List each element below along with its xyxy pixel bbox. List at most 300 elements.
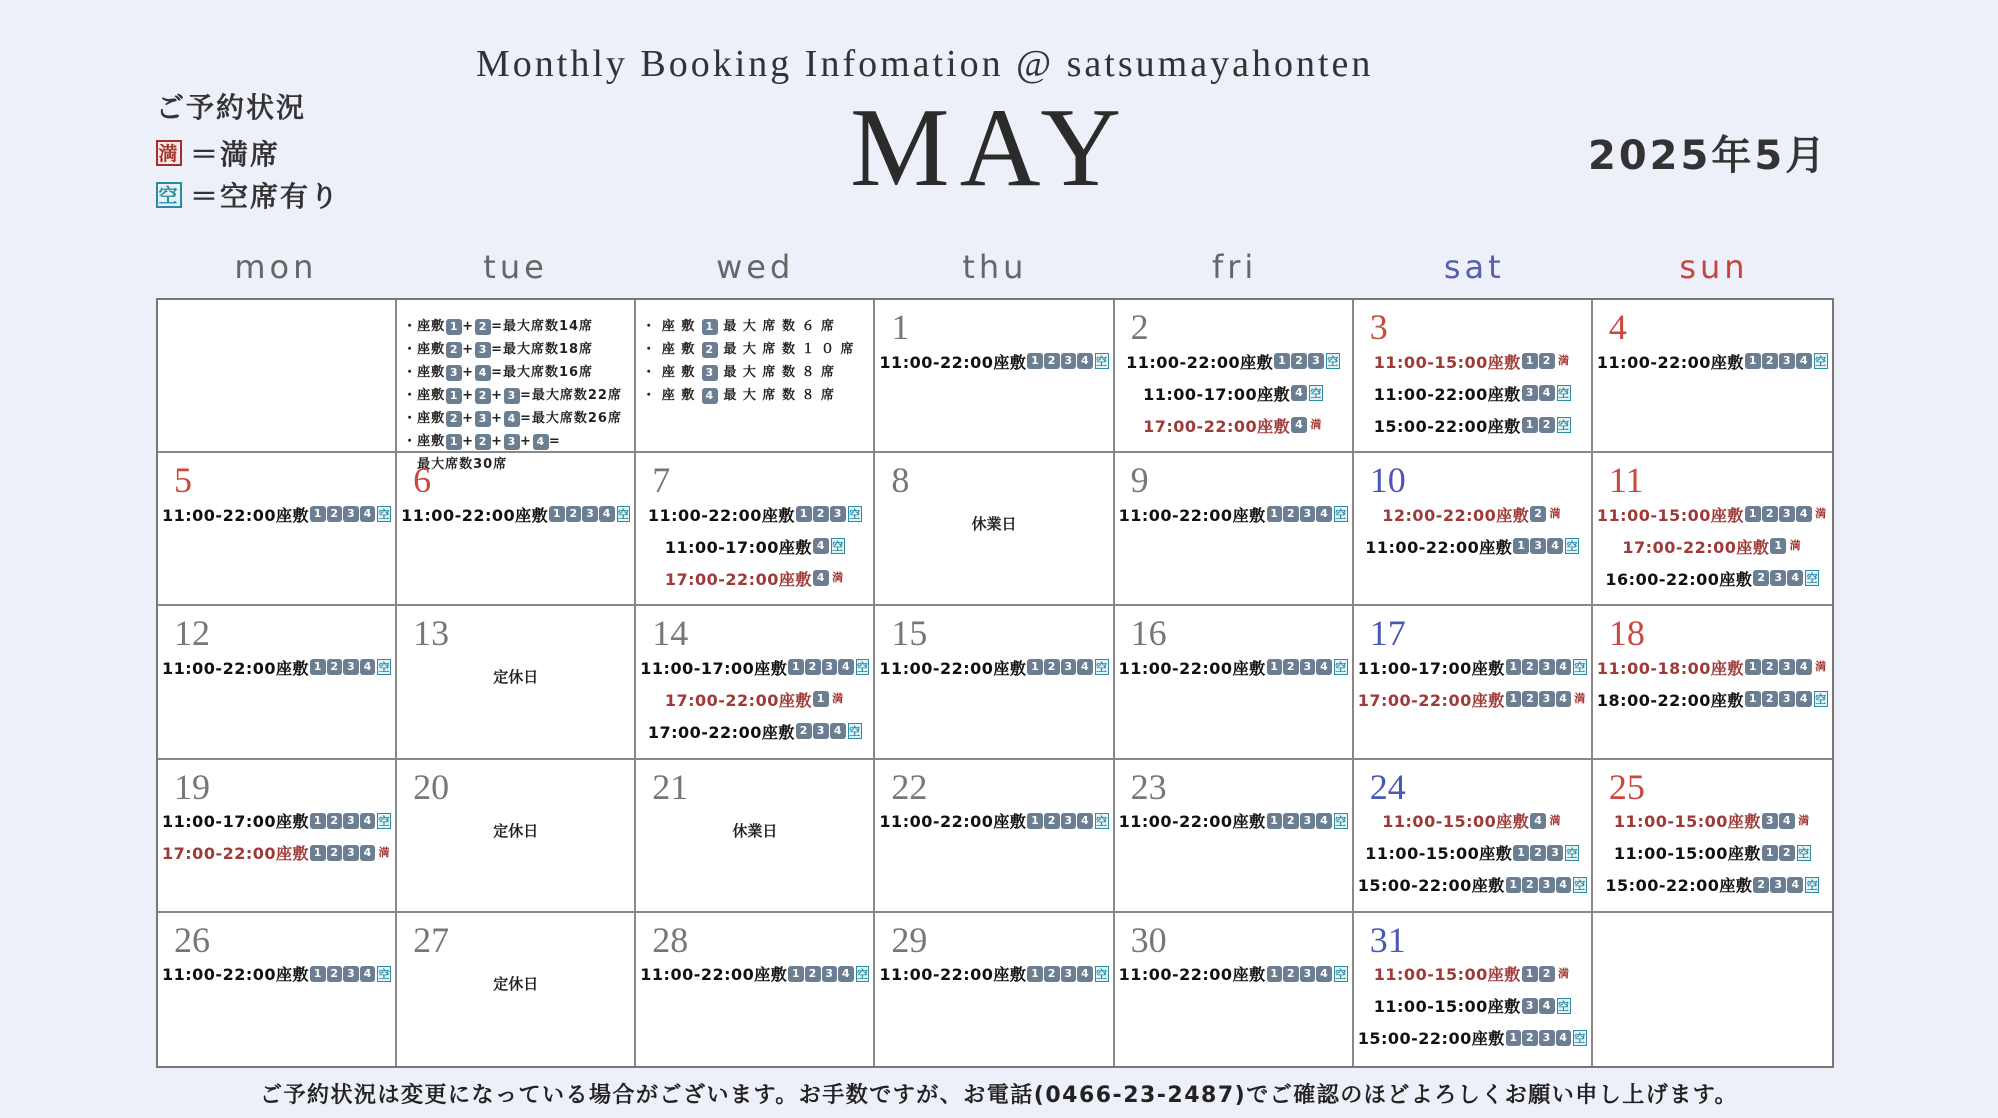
seat-badge: 1 xyxy=(1513,845,1529,861)
day-cell[interactable] xyxy=(397,453,636,606)
day-number: 25 xyxy=(1608,766,1645,807)
day-cell[interactable] xyxy=(158,300,397,453)
booking-slot[interactable] xyxy=(1358,414,1587,436)
day-cell[interactable] xyxy=(636,453,875,606)
booking-slot[interactable] xyxy=(1597,874,1828,896)
full-status-icon: 満 xyxy=(1558,966,1570,980)
calendar-subtitle: Monthly Booking Infomation @ satsumayahonten xyxy=(476,43,1374,85)
seat-badge: 4 xyxy=(1556,691,1572,707)
legend-title: ご予約状況 xyxy=(156,91,307,124)
seat-capacity-note: ・座敷 1 + 2 + 3 =最大席数22席 xyxy=(403,388,622,403)
weekday-sat: sat xyxy=(1443,248,1505,286)
seat-badge: 3 xyxy=(1300,659,1316,675)
seat-badge: 3 xyxy=(813,723,829,739)
slot-time: 11:00-22:00座敷 xyxy=(162,965,310,985)
free-status-icon: 空 xyxy=(1095,661,1108,675)
seat-badge: 2 xyxy=(327,966,343,982)
seat-badge: 4 xyxy=(830,723,846,739)
booking-slot[interactable] xyxy=(1119,350,1348,372)
seat-badge: 3 xyxy=(343,506,359,522)
seat-badge: 2 xyxy=(805,659,821,675)
seat-badge: 4 xyxy=(1796,659,1812,675)
day-cell[interactable] xyxy=(397,913,636,1066)
seat-badge: 2 xyxy=(702,342,718,358)
seat-badge: 3 xyxy=(1770,570,1786,586)
slot-time: 11:00-15:00座敷 xyxy=(1596,505,1744,525)
slot-time: 11:00-22:00座敷 xyxy=(1118,965,1266,985)
day-number: 4 xyxy=(1608,307,1627,347)
day-number: 7 xyxy=(652,460,671,501)
seat-badge: 1 xyxy=(1506,659,1522,675)
seat-badge: 3 xyxy=(1539,1030,1555,1046)
free-status-icon: 空 xyxy=(832,540,844,554)
free-status-icon: 空 xyxy=(1806,572,1819,586)
seat-badge: 4 xyxy=(360,813,376,829)
seat-badge: 4 xyxy=(504,411,520,427)
seat-badge: 1 xyxy=(1267,813,1283,829)
seat-badge: 1 xyxy=(1027,353,1043,369)
booking-slot[interactable] xyxy=(879,656,1108,678)
booking-slot[interactable] xyxy=(1119,414,1348,436)
day-cell[interactable] xyxy=(1593,606,1832,759)
seat-badge: 4 xyxy=(1796,506,1812,522)
seat-badge: 4 xyxy=(1530,813,1546,829)
booking-slot[interactable] xyxy=(162,810,391,832)
free-status-icon: 空 xyxy=(378,814,391,828)
day-number: 26 xyxy=(174,919,210,960)
seat-badge: 2 xyxy=(1762,353,1778,369)
seat-badge: 4 xyxy=(1556,877,1572,893)
booking-slot[interactable] xyxy=(1358,382,1587,404)
booking-slot[interactable] xyxy=(879,350,1108,372)
free-status-icon: 空 xyxy=(1095,814,1108,828)
slot-time: 18:00-22:00座敷 xyxy=(1596,690,1744,710)
day-number: 10 xyxy=(1369,460,1406,501)
booking-slots xyxy=(879,963,1108,995)
seat-badge: 3 xyxy=(1779,659,1795,675)
day-number: 15 xyxy=(891,613,928,654)
seat-badge: 1 xyxy=(310,813,326,829)
booking-slots xyxy=(879,656,1108,688)
legend-free-label: ＝空席有り xyxy=(190,180,341,213)
day-cell[interactable] xyxy=(875,913,1114,1066)
booking-slots xyxy=(1119,350,1348,446)
seat-badge: 2 xyxy=(1283,966,1299,982)
full-status-icon: 満 xyxy=(1815,660,1827,674)
day-number: 13 xyxy=(413,613,450,654)
full-status-icon: 満 xyxy=(1310,418,1322,431)
seat-badge: 1 xyxy=(446,319,462,335)
booking-slot[interactable] xyxy=(162,963,391,985)
day-cell[interactable] xyxy=(636,606,875,759)
slot-time: 11:00-22:00座敷 xyxy=(879,965,1027,985)
day-cell[interactable] xyxy=(158,606,397,759)
booking-slot[interactable] xyxy=(1358,995,1587,1017)
seat-badge: 2 xyxy=(1283,659,1299,675)
day-cell[interactable] xyxy=(875,300,1114,453)
full-status-icon: 満 xyxy=(1549,507,1562,521)
seat-badge: 3 xyxy=(1539,691,1555,707)
seat-badge: 1 xyxy=(1267,966,1283,982)
seat-badge: 3 xyxy=(1539,877,1555,893)
seat-badge: 2 xyxy=(327,506,343,522)
day-cell[interactable] xyxy=(158,913,397,1066)
seat-badge: 2 xyxy=(1522,691,1538,707)
seat-badge: 3 xyxy=(1061,813,1077,829)
booking-slot[interactable] xyxy=(1358,656,1587,678)
seat-badge: 4 xyxy=(1539,385,1555,401)
booking-slot[interactable] xyxy=(1597,810,1828,832)
closed-wrap xyxy=(879,509,1108,534)
seat-badge: 4 xyxy=(1779,813,1795,829)
day-number: 6 xyxy=(413,460,432,501)
slot-time: 11:00-22:00座敷 xyxy=(647,505,795,525)
seat-badge: 3 xyxy=(1530,538,1546,554)
slot-time: 11:00-17:00座敷 xyxy=(640,658,788,678)
seat-badge: 1 xyxy=(310,659,326,675)
day-cell[interactable] xyxy=(1593,300,1832,453)
day-number: 2 xyxy=(1130,307,1149,347)
booking-slots xyxy=(1119,963,1348,995)
free-status-icon: 空 xyxy=(856,967,869,981)
seat-badge: 1 xyxy=(796,506,812,522)
day-number: 5 xyxy=(174,460,192,501)
seat-badge: 2 xyxy=(1522,1030,1538,1046)
seat-badge: 3 xyxy=(1779,506,1795,522)
day-cell[interactable] xyxy=(636,300,875,453)
day-number: 28 xyxy=(652,919,689,960)
weekday-wed: wed xyxy=(716,248,795,286)
seat-badge: 1 xyxy=(1027,966,1043,982)
seat-badge: 2 xyxy=(327,813,343,829)
free-seat-icon: 空 xyxy=(156,182,182,208)
seat-badge: 3 xyxy=(1779,691,1795,707)
seat-badge: 2 xyxy=(327,845,343,861)
closed-wrap xyxy=(640,816,869,841)
day-cell[interactable] xyxy=(1354,913,1593,1066)
closed-wrap xyxy=(401,662,630,687)
seat-badge: 4 xyxy=(1547,538,1563,554)
booking-slot[interactable] xyxy=(640,535,869,557)
booking-slots xyxy=(640,963,869,995)
free-status-icon: 空 xyxy=(1335,661,1347,675)
seat-badge: 1 xyxy=(1267,506,1283,522)
booking-slot[interactable] xyxy=(1358,535,1587,557)
seat-badge: 2 xyxy=(796,723,812,739)
seat-badge: 4 xyxy=(1077,659,1093,675)
day-cell[interactable] xyxy=(1354,300,1593,453)
day-number: 20 xyxy=(413,766,450,807)
seat-badge: 1 xyxy=(788,966,804,982)
seat-badge: 2 xyxy=(1522,877,1538,893)
booking-slot[interactable] xyxy=(1358,810,1587,832)
legend-full-row xyxy=(156,132,340,174)
day-cell[interactable] xyxy=(1115,913,1354,1066)
slot-time: 11:00-22:00座敷 xyxy=(1118,658,1266,678)
seat-badge: 1 xyxy=(1745,353,1761,369)
seat-badge: 4 xyxy=(1539,998,1555,1014)
seat-badge: 2 xyxy=(1283,506,1299,522)
seat-badge: 2 xyxy=(1762,659,1778,675)
free-status-icon: 空 xyxy=(856,661,869,675)
booking-slot[interactable] xyxy=(162,656,391,678)
slot-time: 11:00-22:00座敷 xyxy=(1373,384,1521,404)
seat-badge: 2 xyxy=(1762,506,1778,522)
day-cell[interactable] xyxy=(875,760,1114,913)
closed-label: 定休日 xyxy=(493,821,539,840)
seat-badge: 3 xyxy=(343,813,359,829)
day-cell[interactable] xyxy=(1593,913,1832,1066)
booking-slot[interactable] xyxy=(1358,874,1587,896)
day-cell[interactable] xyxy=(158,760,397,913)
booking-slot[interactable] xyxy=(401,503,630,525)
day-cell[interactable] xyxy=(1354,453,1593,606)
booking-slot[interactable] xyxy=(162,842,391,864)
seat-badge: 2 xyxy=(805,966,821,982)
booking-slot[interactable] xyxy=(1119,963,1348,985)
seat-badge: 4 xyxy=(1077,966,1093,982)
booking-slots xyxy=(1597,503,1828,599)
day-cell[interactable] xyxy=(875,453,1114,606)
seat-badge: 3 xyxy=(582,506,598,522)
seat-badge: 1 xyxy=(1770,538,1786,554)
booking-slot[interactable] xyxy=(1119,810,1348,832)
free-status-icon: 空 xyxy=(1574,661,1586,675)
seat-badge: 2 xyxy=(475,434,491,450)
day-cell[interactable] xyxy=(397,300,636,472)
seat-capacity-note: 最大席数30席 xyxy=(403,457,508,472)
day-number: 9 xyxy=(1130,460,1149,501)
booking-slot[interactable] xyxy=(640,688,869,710)
seat-badge: 2 xyxy=(1044,966,1060,982)
seat-badge: 1 xyxy=(1027,813,1043,829)
day-cell[interactable] xyxy=(397,760,636,913)
day-number: 30 xyxy=(1130,919,1167,960)
booking-slot[interactable] xyxy=(640,567,869,589)
booking-slots xyxy=(1119,503,1348,535)
seat-badge: 4 xyxy=(1556,659,1572,675)
booking-slot[interactable] xyxy=(1597,535,1828,557)
slot-time: 11:00-17:00座敷 xyxy=(1143,384,1291,404)
booking-slot[interactable] xyxy=(162,503,391,525)
slot-time: 11:00-15:00座敷 xyxy=(1613,844,1761,864)
seat-badge: 3 xyxy=(1300,966,1316,982)
seat-badge: 1 xyxy=(702,319,718,335)
booking-slot[interactable] xyxy=(879,810,1108,832)
day-cell[interactable] xyxy=(1115,606,1354,759)
day-cell[interactable] xyxy=(636,913,875,1066)
seat-badge: 4 xyxy=(1316,659,1332,675)
booking-slot[interactable] xyxy=(640,656,869,678)
free-status-icon: 空 xyxy=(1806,878,1819,892)
seat-badge: 3 xyxy=(822,659,838,675)
seat-badge: 3 xyxy=(1061,353,1077,369)
seat-badge: 1 xyxy=(1762,845,1778,861)
seat-badge: 4 xyxy=(1316,506,1332,522)
booking-slot[interactable] xyxy=(1358,350,1587,372)
day-number: 23 xyxy=(1130,766,1167,807)
seat-badge: 4 xyxy=(599,506,615,522)
free-status-icon: 空 xyxy=(1558,999,1570,1013)
slot-time: 17:00-22:00座敷 xyxy=(664,569,812,589)
seat-badge: 3 xyxy=(343,966,359,982)
day-cell[interactable] xyxy=(875,606,1114,759)
seat-badge: 4 xyxy=(360,966,376,982)
calendar-grid xyxy=(156,298,1834,1068)
footer-note: ご予約状況は変更になっている場合がございます。お手数ですが、お電話(0466-23-2487)でご確認のほどよろしくお願い申し上げます。 xyxy=(260,1083,1738,1108)
seat-badge: 2 xyxy=(446,342,462,358)
day-cell[interactable] xyxy=(636,760,875,913)
seat-badge: 2 xyxy=(1762,691,1778,707)
seat-badge: 4 xyxy=(475,365,491,381)
booking-slot[interactable] xyxy=(640,503,869,525)
day-number: 18 xyxy=(1608,613,1645,654)
seat-badge: 1 xyxy=(310,506,326,522)
seat-capacity-note: ・ 座 敷 2 最 大 席 数 １ ０ 席 xyxy=(642,342,855,357)
free-status-icon: 空 xyxy=(378,508,391,522)
seat-badge: 1 xyxy=(1745,691,1761,707)
seat-badge: 4 xyxy=(1556,1030,1572,1046)
slot-time: 11:00-22:00座敷 xyxy=(1118,505,1266,525)
booking-slots xyxy=(1358,503,1587,567)
seat-badge: 2 xyxy=(1530,845,1546,861)
slot-time: 11:00-17:00座敷 xyxy=(664,537,812,557)
seat-badge: 2 xyxy=(475,388,491,404)
booking-slot[interactable] xyxy=(1119,382,1348,404)
booking-slot[interactable] xyxy=(1597,567,1828,589)
booking-slots xyxy=(1358,350,1587,446)
booking-slot[interactable] xyxy=(1597,842,1828,864)
seat-badge: 1 xyxy=(813,691,829,707)
free-status-icon: 空 xyxy=(1335,967,1347,981)
free-status-icon: 空 xyxy=(617,508,630,522)
day-cell[interactable] xyxy=(158,453,397,606)
seat-badge: 3 xyxy=(1547,845,1563,861)
slot-time: 16:00-22:00座敷 xyxy=(1605,569,1753,589)
seat-badge: 1 xyxy=(446,388,462,404)
seat-badge: 2 xyxy=(1539,417,1555,433)
slot-time: 17:00-22:00座敷 xyxy=(1622,537,1770,557)
slot-time: 11:00-22:00座敷 xyxy=(401,505,549,525)
seat-badge: 1 xyxy=(310,966,326,982)
day-number: 29 xyxy=(891,919,928,960)
booking-slot[interactable] xyxy=(640,720,869,742)
slot-time: 11:00-22:00座敷 xyxy=(1118,812,1266,832)
booking-slots xyxy=(162,656,391,688)
booking-slots xyxy=(640,503,869,599)
day-cell[interactable] xyxy=(1115,453,1354,606)
seat-badge: 3 xyxy=(475,411,491,427)
seat-badge: 3 xyxy=(504,434,520,450)
day-number: 14 xyxy=(652,613,689,654)
day-cell[interactable] xyxy=(1593,760,1832,913)
seat-badge: 1 xyxy=(1522,353,1538,369)
free-status-icon: 空 xyxy=(849,508,861,522)
booking-slot[interactable] xyxy=(879,963,1108,985)
booking-slots xyxy=(879,350,1108,382)
booking-slots xyxy=(162,963,391,995)
slot-time: 11:00-22:00座敷 xyxy=(1126,352,1274,372)
booking-slot[interactable] xyxy=(1119,503,1348,525)
slot-time: 11:00-17:00座敷 xyxy=(1357,658,1505,678)
slot-time: 12:00-22:00座敷 xyxy=(1382,505,1530,525)
seat-badge: 3 xyxy=(1770,877,1786,893)
seat-badge: 4 xyxy=(360,659,376,675)
booking-slot[interactable] xyxy=(1358,842,1587,864)
slot-time: 11:00-15:00座敷 xyxy=(1382,812,1530,832)
seat-capacity-notes xyxy=(399,314,622,475)
day-cell[interactable] xyxy=(1115,760,1354,913)
seat-badge: 4 xyxy=(1291,385,1307,401)
weekday-fri: fri xyxy=(1211,248,1258,286)
day-cell[interactable] xyxy=(1354,760,1593,913)
free-status-icon: 空 xyxy=(1798,846,1810,860)
day-cell[interactable] xyxy=(1593,453,1832,606)
free-status-icon: 空 xyxy=(1566,846,1579,860)
booking-slot[interactable] xyxy=(1119,656,1348,678)
seat-badge: 3 xyxy=(446,365,462,381)
seat-badge: 1 xyxy=(1506,1030,1522,1046)
booking-slot[interactable] xyxy=(1597,350,1828,372)
day-cell[interactable] xyxy=(1115,300,1354,453)
seat-badge: 3 xyxy=(1522,998,1538,1014)
seat-badge: 2 xyxy=(1291,353,1307,369)
booking-slot[interactable] xyxy=(1597,656,1828,678)
full-seat-icon: 満 xyxy=(156,140,182,166)
day-number: 11 xyxy=(1608,460,1644,501)
full-status-icon: 満 xyxy=(378,845,391,859)
booking-slot[interactable] xyxy=(1358,503,1587,525)
slot-time: 11:00-15:00座敷 xyxy=(1613,812,1761,832)
seat-badge: 4 xyxy=(533,434,549,450)
day-number: 27 xyxy=(413,919,450,960)
booking-slot[interactable] xyxy=(1358,963,1587,985)
booking-slots xyxy=(879,810,1108,842)
booking-slots xyxy=(162,810,391,874)
seat-badge: 1 xyxy=(1745,506,1761,522)
day-number: 16 xyxy=(1130,613,1167,654)
seat-badge: 4 xyxy=(1291,417,1307,433)
weekday-mon: mon xyxy=(234,248,318,286)
seat-badge: 1 xyxy=(1027,659,1043,675)
seat-badge: 3 xyxy=(1308,353,1324,369)
seat-badge: 2 xyxy=(1044,353,1060,369)
slot-time: 17:00-22:00座敷 xyxy=(1357,690,1505,710)
seat-capacity-note: ・ 座 敷 1 最 大 席 数 ６ 席 xyxy=(642,319,836,334)
day-cell[interactable] xyxy=(397,606,636,759)
booking-slot[interactable] xyxy=(1358,688,1587,710)
full-status-icon: 満 xyxy=(1574,692,1586,706)
seat-badge: 2 xyxy=(1539,966,1555,982)
booking-slot[interactable] xyxy=(640,963,869,985)
seat-badge: 1 xyxy=(1267,659,1283,675)
slot-time: 11:00-15:00座敷 xyxy=(1365,844,1513,864)
booking-slot[interactable] xyxy=(1358,1027,1587,1049)
day-number: 17 xyxy=(1369,613,1406,654)
free-status-icon: 空 xyxy=(1335,508,1347,522)
booking-slots xyxy=(162,503,391,535)
free-status-icon: 空 xyxy=(1574,878,1586,892)
booking-slot[interactable] xyxy=(1597,688,1828,710)
day-number: 1 xyxy=(891,307,910,347)
legend-full-label: ＝満席 xyxy=(190,138,281,171)
slot-time: 11:00-22:00座敷 xyxy=(1365,537,1513,557)
seat-badge: 1 xyxy=(310,845,326,861)
day-cell[interactable] xyxy=(1354,606,1593,759)
booking-slot[interactable] xyxy=(1597,503,1828,525)
seat-capacity-note: ・座敷 1 + 2 =最大席数14席 xyxy=(403,319,594,334)
free-status-icon: 空 xyxy=(1310,387,1322,400)
